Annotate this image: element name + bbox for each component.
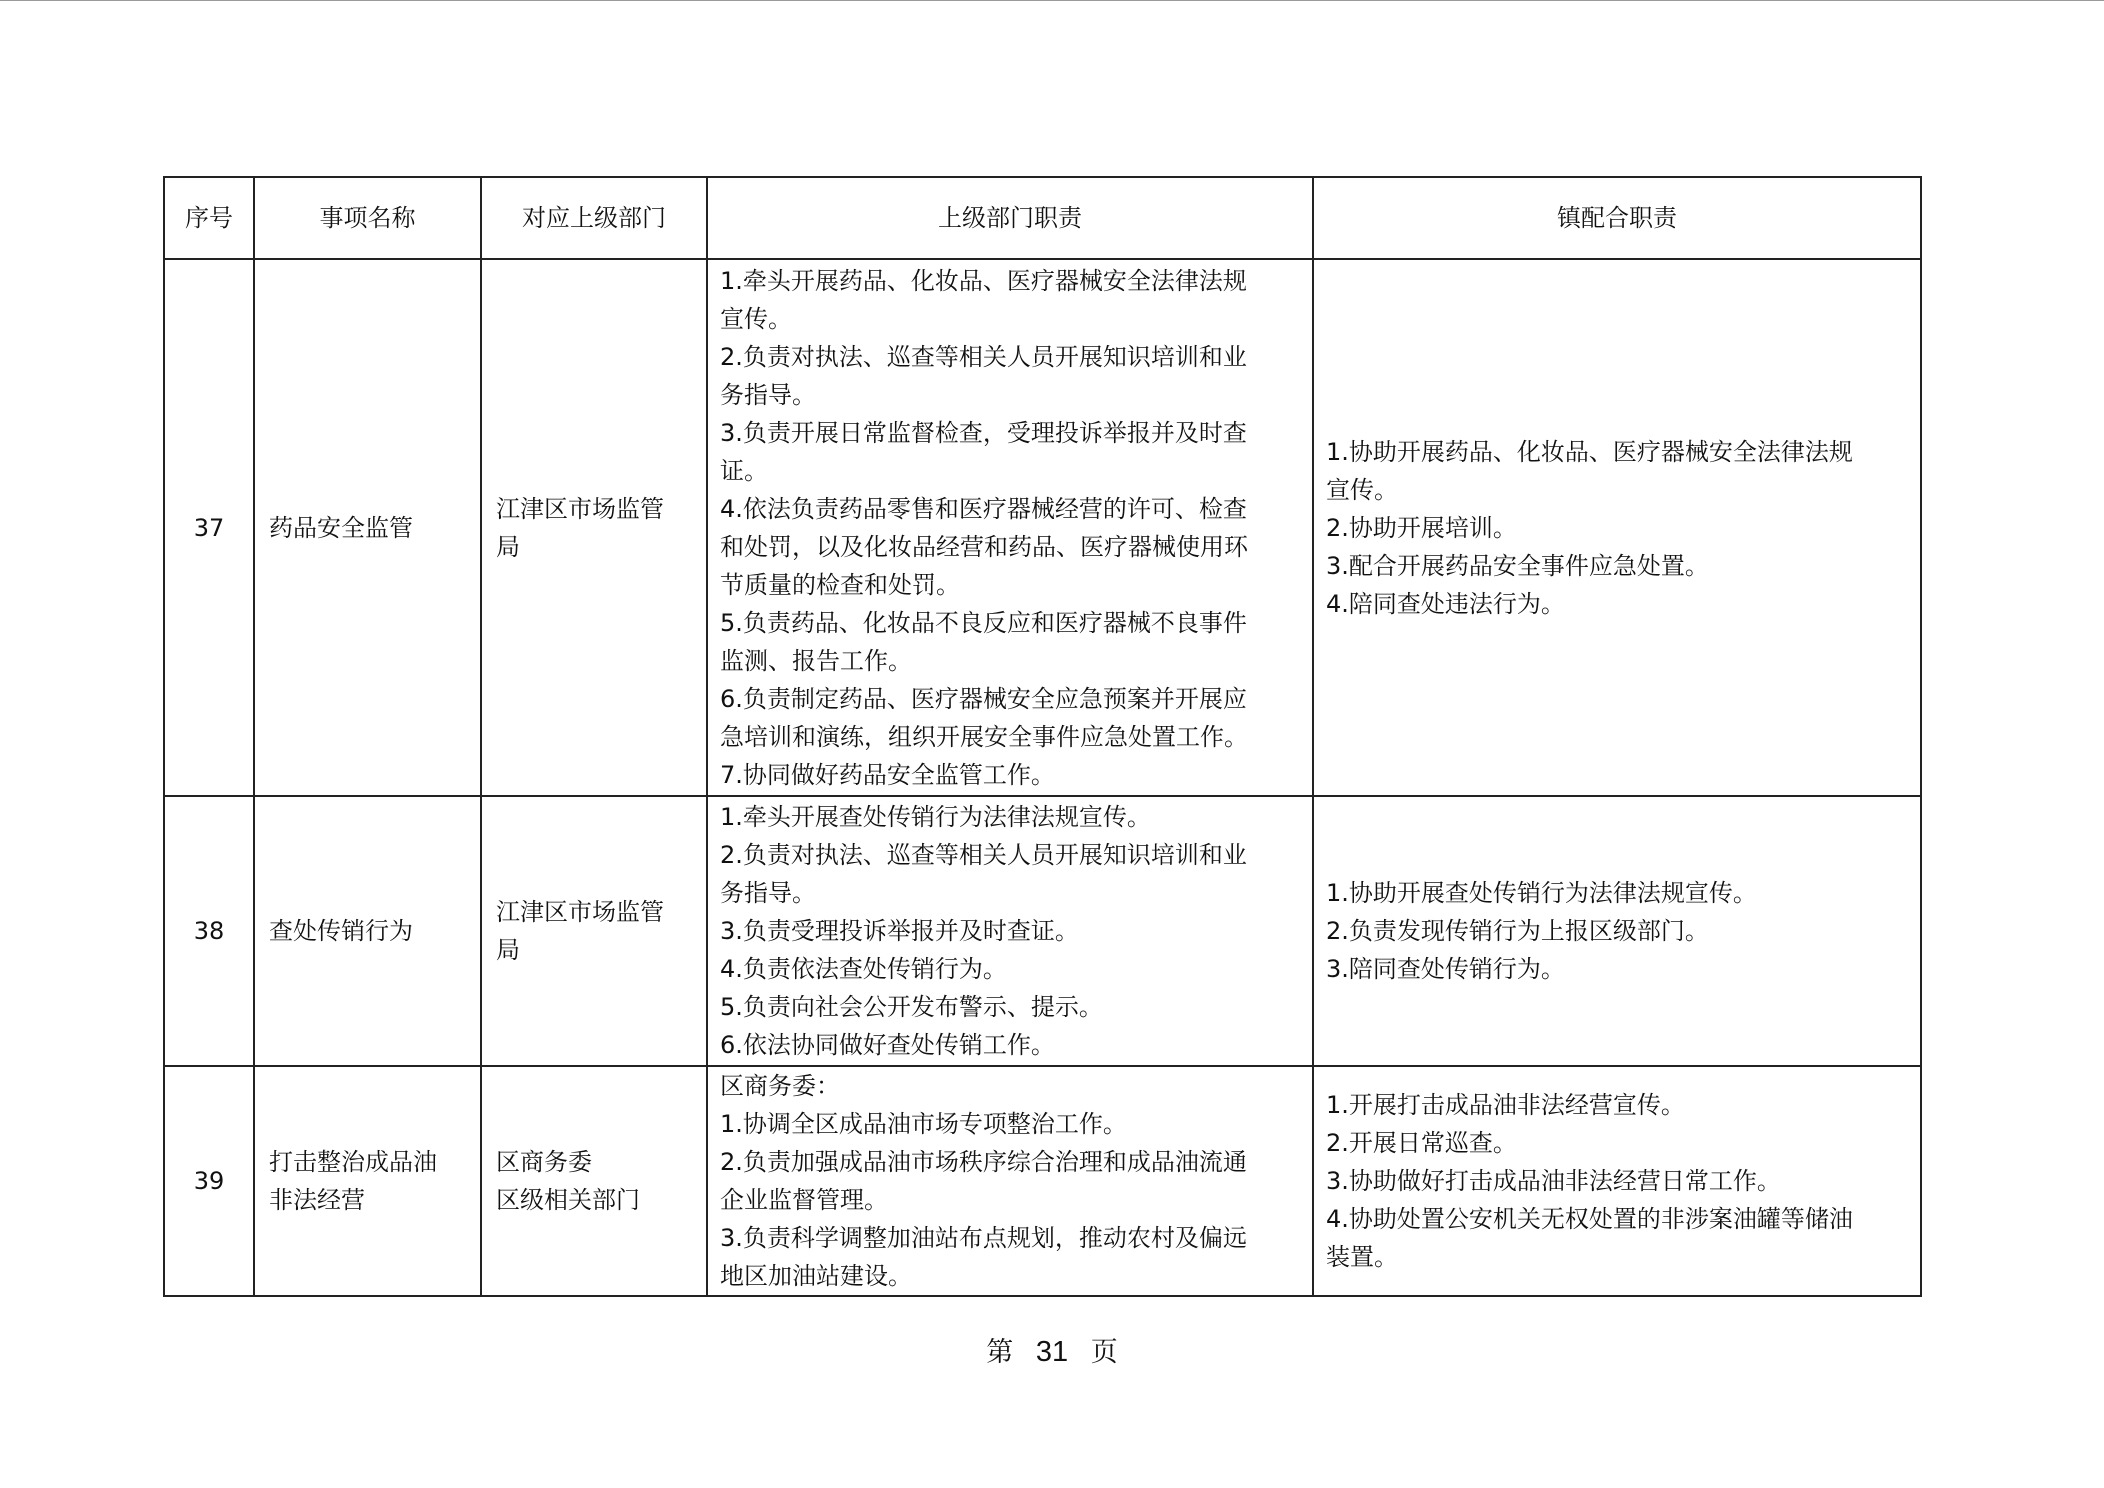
- text-line: 局: [496, 532, 520, 561]
- table-row: [164, 1066, 1921, 1296]
- text-line: 3.配合开展药品安全事件应急处置。: [1326, 551, 1709, 580]
- table-header-row: [164, 177, 1921, 259]
- row-upper-department: [481, 259, 707, 796]
- text-line: 2.开展日常巡查。: [1326, 1129, 1517, 1157]
- row-town-duties: [1313, 259, 1921, 796]
- text-line: 2.负责对执法、巡查等相关人员开展知识培训和业: [720, 342, 1247, 371]
- text-line: 4.陪同查处违法行为。: [1326, 589, 1565, 618]
- row-serial: 39: [164, 1066, 254, 1296]
- text-line: 5.负责药品、化妆品不良反应和医疗器械不良事件: [720, 608, 1247, 637]
- page-number: 31: [1035, 1336, 1069, 1368]
- text-line: 区级相关部门: [496, 1186, 640, 1214]
- text-line: 证。: [720, 456, 768, 485]
- row-upper-duties: [707, 796, 1313, 1066]
- text-line: 务指导。: [720, 380, 816, 409]
- text-line: 3.陪同查处传销行为。: [1326, 955, 1565, 983]
- text-line: 监测、报告工作。: [720, 646, 912, 675]
- text-line: 4.协助处置公安机关无权处置的非涉案油罐等储油: [1326, 1205, 1853, 1233]
- header-upper-duties: 上级部门职责: [707, 177, 1313, 259]
- row-upper-department: [481, 1066, 707, 1296]
- row-town-duties: [1313, 796, 1921, 1066]
- row-item-name: [254, 796, 481, 1066]
- text-line: 务指导。: [720, 879, 816, 907]
- text-line: 3.负责科学调整加油站布点规划，推动农村及偏远: [720, 1224, 1247, 1252]
- text-line: 查处传销行为: [269, 917, 413, 945]
- text-line: 急培训和演练，组织开展安全事件应急处置工作。: [720, 722, 1248, 751]
- text-line: 装置。: [1326, 1243, 1398, 1271]
- text-line: 1.开展打击成品油非法经营宣传。: [1326, 1091, 1685, 1119]
- text-line: 宣传。: [1326, 475, 1398, 504]
- table-row: [164, 259, 1921, 796]
- text-line: 4.依法负责药品零售和医疗器械经营的许可、检查: [720, 494, 1247, 523]
- text-line: 2.负责加强成品油市场秩序综合治理和成品油流通: [720, 1148, 1247, 1176]
- header-upper-department: 对应上级部门: [481, 177, 707, 259]
- text-line: 局: [496, 936, 520, 964]
- page-suffix: 页: [1090, 1337, 1118, 1368]
- text-line: 2.协助开展培训。: [1326, 513, 1517, 542]
- row-upper-duties: [707, 259, 1313, 796]
- text-line: 2.负责对执法、巡查等相关人员开展知识培训和业: [720, 841, 1247, 869]
- text-line: 1.协调全区成品油市场专项整治工作。: [720, 1110, 1127, 1138]
- text-line: 企业监督管理。: [720, 1186, 888, 1214]
- header-serial: 序号: [164, 177, 254, 259]
- text-line: 3.协助做好打击成品油非法经营日常工作。: [1326, 1167, 1781, 1195]
- page-top-border: [0, 0, 2104, 1]
- text-line: 区商务委：: [720, 1072, 840, 1100]
- row-item-name: [254, 1066, 481, 1296]
- row-serial: 37: [164, 259, 254, 796]
- text-line: 1.协助开展查处传销行为法律法规宣传。: [1326, 879, 1757, 907]
- text-line: 6.负责制定药品、医疗器械安全应急预案并开展应: [720, 684, 1247, 713]
- text-line: 江津区市场监管: [496, 494, 664, 523]
- page-footer: [0, 1332, 2104, 1373]
- text-line: 药品安全监管: [269, 513, 413, 542]
- row-serial: 38: [164, 796, 254, 1066]
- page-prefix: 第: [986, 1337, 1014, 1368]
- table-row: [164, 796, 1921, 1066]
- text-line: 地区加油站建设。: [720, 1262, 912, 1290]
- row-upper-duties: [707, 1066, 1313, 1296]
- text-line: 5.负责向社会公开发布警示、提示。: [720, 993, 1103, 1021]
- text-line: 4.负责依法查处传销行为。: [720, 955, 1007, 983]
- duties-table: [163, 176, 1922, 1297]
- text-line: 江津区市场监管: [496, 898, 664, 926]
- text-line: 1.牵头开展药品、化妆品、医疗器械安全法律法规: [720, 266, 1247, 295]
- row-upper-department: [481, 796, 707, 1066]
- text-line: 非法经营: [269, 1186, 365, 1214]
- row-town-duties: [1313, 1066, 1921, 1296]
- text-line: 1.牵头开展查处传销行为法律法规宣传。: [720, 803, 1151, 831]
- row-item-name: [254, 259, 481, 796]
- text-line: 打击整治成品油: [269, 1148, 437, 1176]
- text-line: 7.协同做好药品安全监管工作。: [720, 760, 1055, 789]
- text-line: 节质量的检查和处罚。: [720, 570, 960, 599]
- header-item-name: 事项名称: [254, 177, 481, 259]
- text-line: 3.负责受理投诉举报并及时查证。: [720, 917, 1079, 945]
- text-line: 宣传。: [720, 304, 792, 333]
- text-line: 和处罚，以及化妆品经营和药品、医疗器械使用环: [720, 532, 1248, 561]
- text-line: 1.协助开展药品、化妆品、医疗器械安全法律法规: [1326, 437, 1853, 466]
- text-line: 6.依法协同做好查处传销工作。: [720, 1031, 1055, 1059]
- text-line: 2.负责发现传销行为上报区级部门。: [1326, 917, 1709, 945]
- text-line: 3.负责开展日常监督检查，受理投诉举报并及时查: [720, 418, 1247, 447]
- text-line: 区商务委: [496, 1148, 592, 1176]
- header-town-duties: 镇配合职责: [1313, 177, 1921, 259]
